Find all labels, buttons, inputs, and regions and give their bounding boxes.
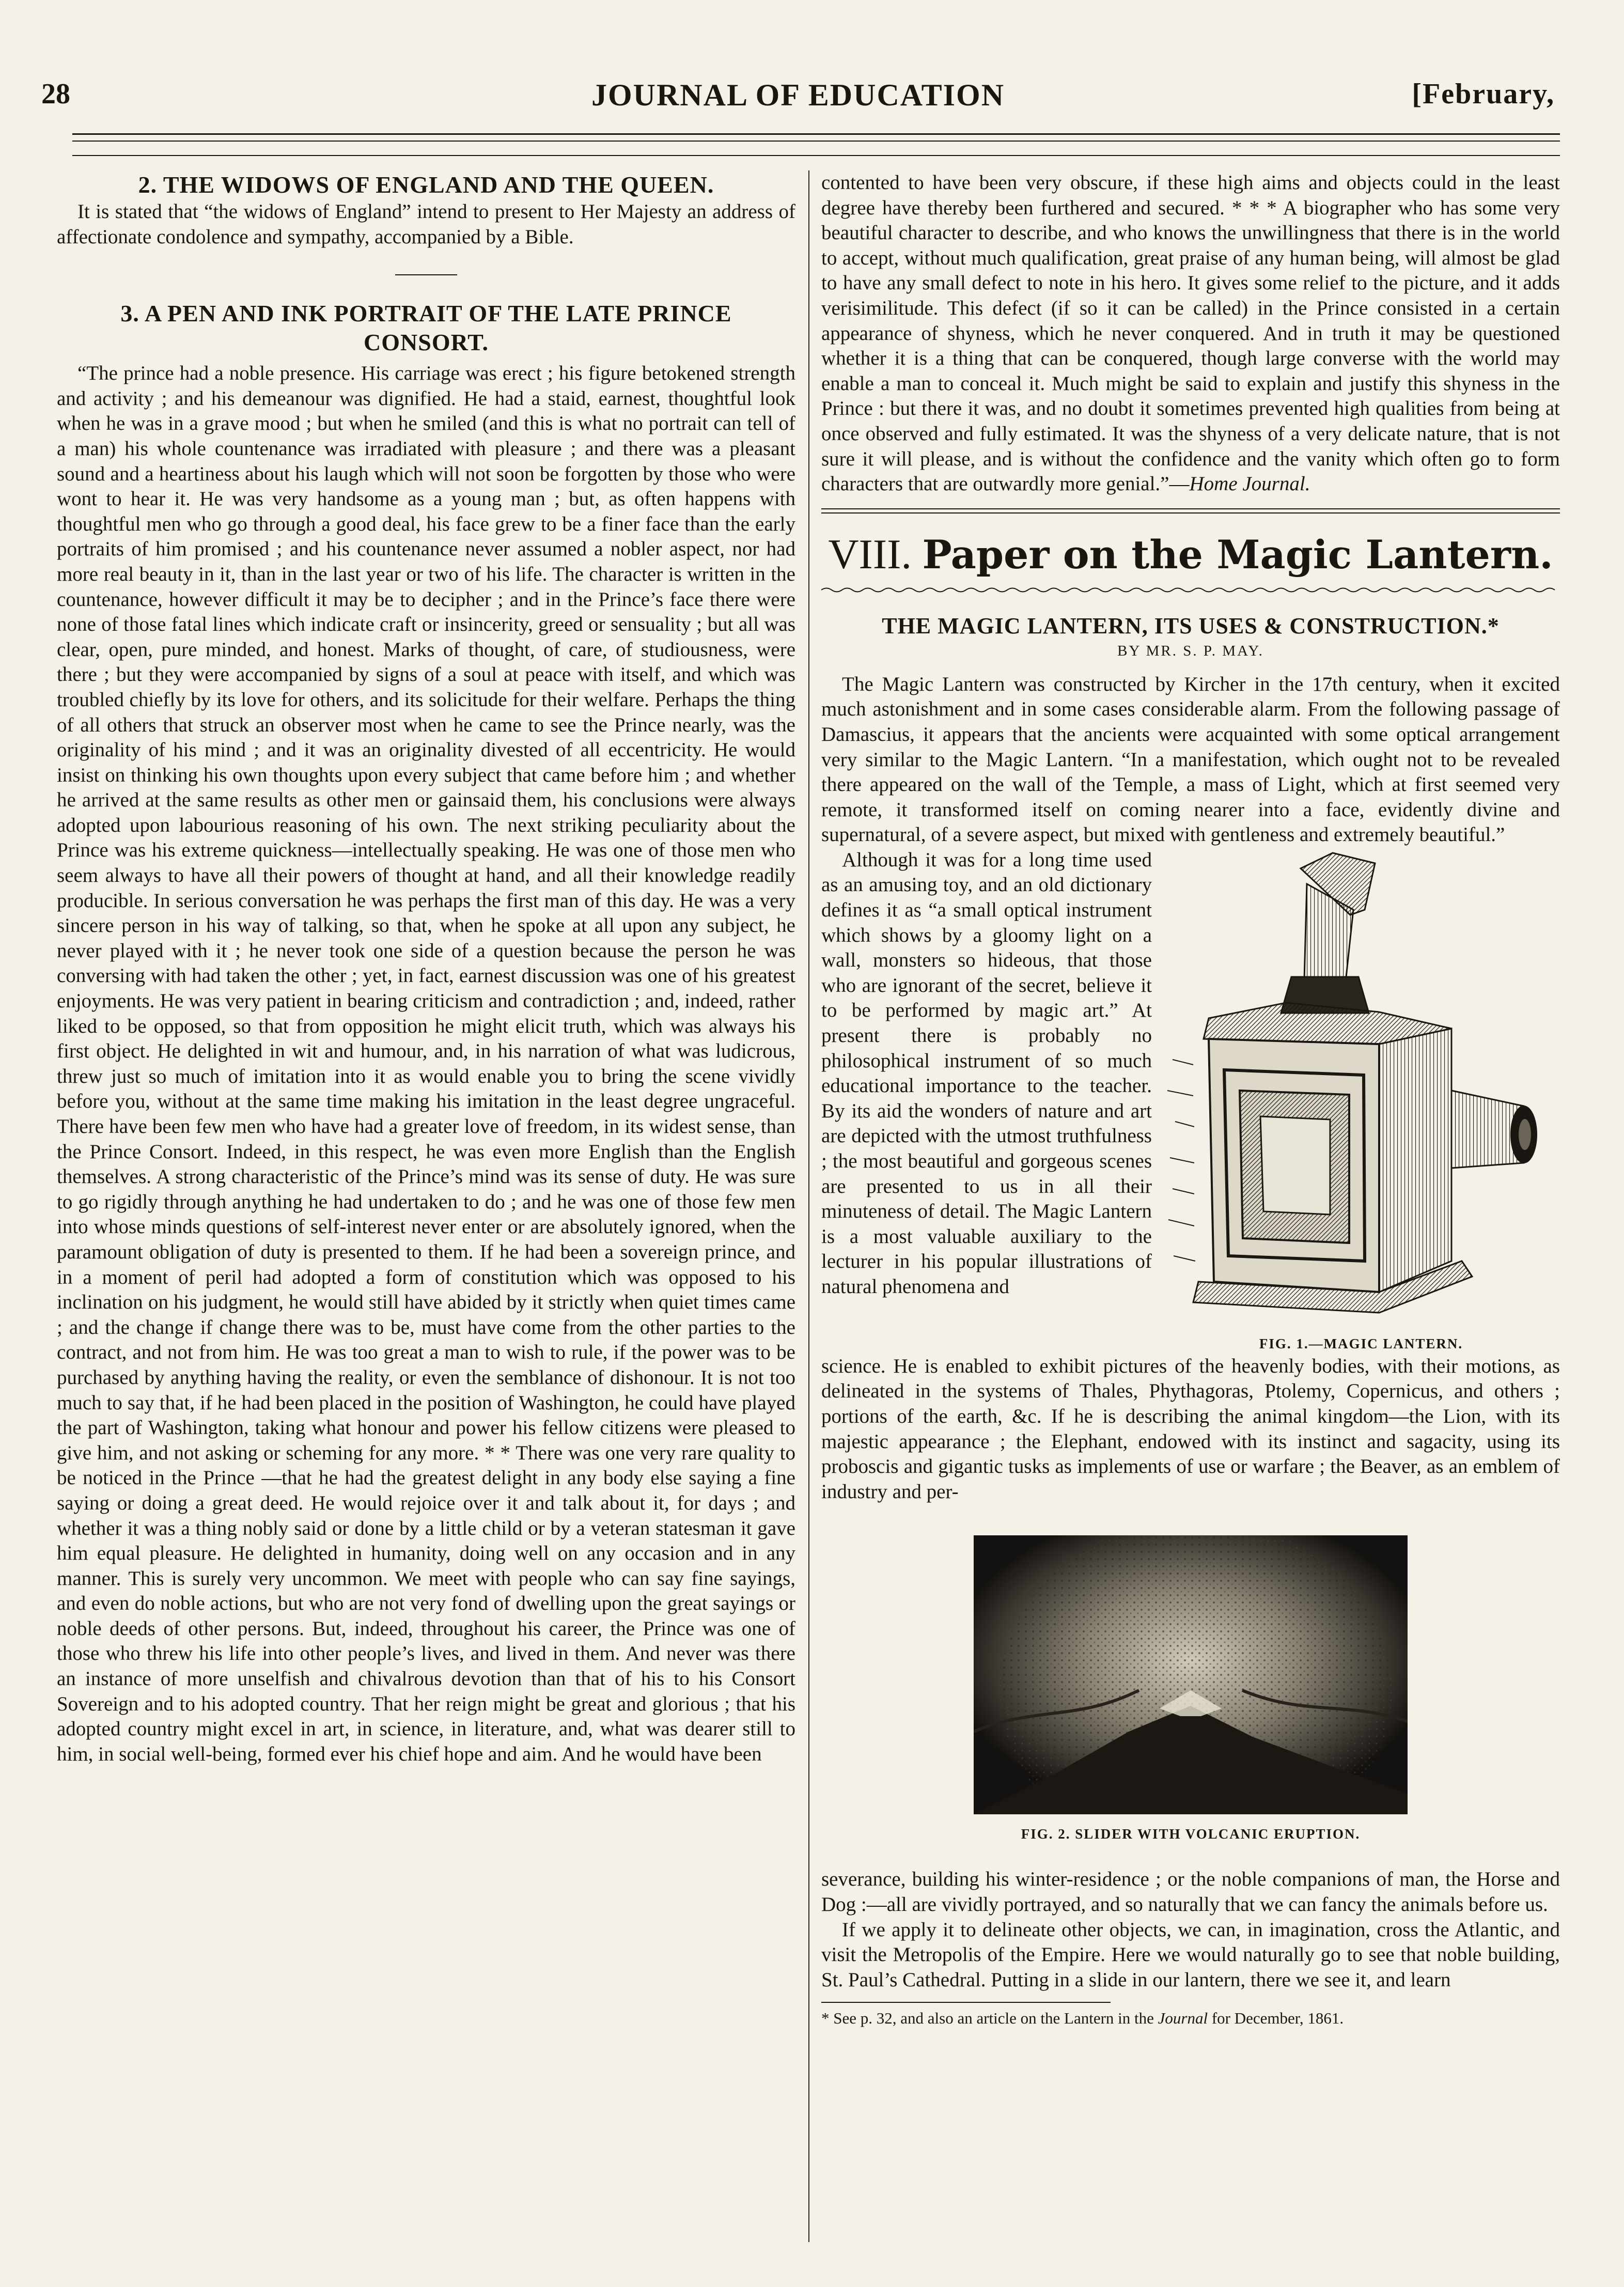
section-rule xyxy=(821,508,1560,514)
header-rule-top xyxy=(72,133,1560,135)
section-8-heading xyxy=(821,526,1560,583)
figure-1-block xyxy=(821,848,1560,1352)
footnote xyxy=(821,2008,1560,2029)
after-figure-1-text: science. He is enabled to exhibit pictures of the heavenly bodies, with their motions, as delineated in the systems of Thales, Phythagoras, Ptolemy, Copernicus, and others ; portions of the earth, &c. If he is describing the animal kingdom—the Lion, with its majestic appearance ; the Elephant, endowed with its instinct and sagacity, using its proboscis and gigantic tusks as implements of use or warfare ; the Beaver, as an emblem of industry and per- xyxy=(821,1355,1560,1503)
column-divider xyxy=(808,170,809,2242)
continued-text: contented to have been very obscure, if these high aims and objects could in the least degree have thereby been furthered and secured. * * * A biographer who has some very beautiful character to describe, and who knows the unwillingness that there is in the world to accept, without much qualification, great praise of any human being, will almost be glad to have any small defect to note in his hero. It gives some relief to the picture, and it adds verisimilitude. This defect (if so it can be called) in the Prince consisted in a certain appearance of shyness, which he never conquered. And in truth it may be questioned whether it is a thing that can be conquered, though large converse with the world may enable a man to conceal it. Much might be said to explain and justify this shyness in the Prince : but there it was, and no doubt it sometimes prevented high qualities from being at once observed and fully estimated. It was the shyness of a very delicate nature, that is not sure it will please, and is without the confidence and the vanity which often go to form characters that are outwardly more genial.”— xyxy=(821,172,1560,495)
source-citation: Home Journal. xyxy=(1189,473,1310,495)
page-number: 28 xyxy=(41,78,70,110)
issue-month: [February, xyxy=(1412,78,1555,110)
figure-1-side-text-block xyxy=(821,848,1152,1352)
intro-paragraph: The Magic Lantern was constructed by Kircher in the 17th century, when it excited much astonishment and in some cases considerable alarm. From the following passage of Damascius, it appears that the ancients were acquainted with some optical arrangement very similar to the Magic Lantern. “In a manifestation, which ought not to be revealed there appeared on the wall of the Temple, a mass of Light, which at first seemed very remote, it transformed itself on coming nearer into a face, evidently divine and supernatural, of a severe aspect, but mixed with gentleness and extremely beautiful.” xyxy=(821,673,1560,846)
footnote-text-a: * See p. 32, and also an article on the Lantern in the xyxy=(821,2009,1158,2028)
journal-title: JOURNAL OF EDUCATION xyxy=(591,78,1005,112)
continued-body xyxy=(821,170,1560,497)
figure-1-caption: FIG. 1.—MAGIC LANTERN. xyxy=(1259,1335,1463,1351)
right-column xyxy=(821,170,1560,2029)
section-separator xyxy=(395,274,457,275)
section-2-body: It is stated that “the widows of England” intend to present to Her Majesty an address of affectionate condolence and sympathy, accompanied by a Bible. xyxy=(57,200,795,248)
section-2-title: 2. THE WIDOWS OF ENGLAND AND THE QUEEN. xyxy=(138,172,714,198)
volcanic-eruption-slide xyxy=(974,1535,1408,1814)
figure-2-caption: FIG. 2. SLIDER WITH VOLCANIC ERUPTION. xyxy=(1021,1826,1361,1842)
figure-2 xyxy=(821,1535,1560,1842)
section-8-number: VIII. xyxy=(828,530,912,578)
figure-1-side-text: Although it was for a long time used as an amusing toy, and an old dictionary defines it as “a small optical instrument which shows by a gloomy light on a wall, monsters so hideous, that those who are ignorant of the secret, believe it to be performed by magic art.” At present there is probably no philosophical instrument of so much educational importance to the teacher. By its aid the wonders of nature and art are depicted with the utmost truthfulness ; the most beautiful and gorgeous scenes are presented to us in all their minuteness of detail. The Magic Lantern is a most valuable auxiliary to the lecturer in his popular illustrations of natural phenomena and xyxy=(821,848,1152,1298)
header-rule-thin xyxy=(72,155,1560,156)
footnote-rule xyxy=(821,2002,1111,2003)
magic-lantern-illustration xyxy=(1162,848,1560,1328)
wavy-rule xyxy=(821,585,1560,595)
byline: BY MR. S. P. MAY. xyxy=(1117,642,1264,659)
footnote-journal: Journal xyxy=(1158,2009,1208,2028)
running-head xyxy=(41,77,1555,119)
left-column xyxy=(57,170,795,1767)
article-title: THE MAGIC LANTERN, ITS USES & CONSTRUCTION.* xyxy=(882,613,1500,639)
footnote-text-b: for December, 1861. xyxy=(1208,2009,1344,2028)
section-3-body: “The prince had a noble presence. His carriage was erect ; his figure betokened strength and activity ; and his demeanour was dignified. He had a staid, earnest, thoughtful look when he was in a grave mood ; but when he smiled (and this is what no portrait can tell of a man) his whole countenance was irradiated with pleasure ; and there was a pleasant sound and a heartiness about his laugh which will not soon be forgotten by those who were wont to hear it. He was very handsome as a young man ; but, as often happens with thoughtful men who go through a good deal, his face grew to be a finer face than the early portraits of him promised ; and his countenance never assumed a nobler aspect, nor had more real beauty in it, than in the last year or two of his life. The character is written in the countenance, however difficult it may be to decipher ; and in the Prince’s face there were none of those fatal lines which indicate craft or insincerity, greed or sensuality ; but all was clear, open, pure minded, and honest. Marks of thought, of care, of studiousness, were there ; but they were accompanied by signs of a soul at peace with itself, and which was troubled chiefly by its love for others, and its solicitude for their welfare. Perhaps the thing of all others that struck an observer most when he came to see the Prince nearly, was the originality of his mind ; and it was an originality divested of all eccentricity. He would insist on thinking his own thoughts upon every subject that came before him ; and whether he arrived at the same results as other men or gainsaid them, his conclusions were always adopted upon labourious reasoning of his own. The next striking peculiarity about the Prince was his extreme quickness—intellectually speaking. He was one of those men who seem always to have all their powers of thought at hand, and all their knowledge readily producible. In serious conversation he was perhaps the first man of this day. He was a very sincere person in his way of talking, so that, when he spoke at all upon any subject, he never played with it ; he never took one side of a question because the person he was conversing with had taken the other ; yet, in fact, earnest discussion was one of his greatest enjoyments. He was very patient in bearing criticism and contradiction ; and, indeed, rather liked to be opposed, so that from opposition he might elicit truth, which was always his first object. He delighted in wit and humour, and, in his narration of what was ludicrous, threw just so much of imitation into it as would enable you to bring the scene vividly before you, without at the same time making his imitation in the least degree ungraceful. There have been few men who have had a greater love of freedom, in its widest sense, than the Prince Consort. Indeed, in this respect, he was even more English than the English themselves. A strong characteristic of the Prince’s mind was its sense of duty. He was sure to go rigidly through anything he had undertaken to do ; and he was one of those few men into whose minds questions of self-interest never enter or are absolutely ignored, when the paramount obligation of duty is presented to them. If he had been a sovereign prince, and in a moment of peril had adopted a form of constitution which was opposed to his inclination on his judgment, he would still have abided by it strictly when quiet times came ; and the change if change there was to be, must have come from the other parties to the contract, and not from him. He was too great a man to wish to rule, if the power was to be purchased by anything having the reality, or even the semblance of dishonour. It is not too much to say that, if he had been placed in the position of Washington, he could have played the part of Washington, taking what honour and power his fellow citizens were pleased to give him, and not asking or scheming for any more. * * There was one very rare quality to be noticed in the Prince —that he had the greatest delight in any body else saying a fine saying or doing a great deed. He would rejoice over it and talk about it, for days ; and whether it was a thing nobly said or done by a little child or by a veteran statesman it gave him equal pleasure. He delighted in humanity, doing well on any occasion and in any manner. This is surely very uncommon. We meet with people who can say fine sayings, and even do noble actions, but who are not very fond of dwelling upon the great sayings or noble deeds of other persons. But, indeed, throughout his career, the Prince was one of those who threw his life into other people’s lives, and lived in them. And never was there an instance of more unselfish and chivalrous devotion than that of his to his Consort Sovereign and to his adopted country. That her reign might be great and glorious ; that his adopted country might excel in art, in science, in literature, and, what was dearer still to him, in social well-being, formed ever his chief hope and aim. And he would have been xyxy=(57,362,795,1765)
after-figure-2-paragraph-2: If we apply it to delineate other objects, we can, in imagination, cross the Atlantic, and visit the Metropolis of the Empire. Here we would naturally go to see that noble building, St. Paul’s Cathedral. Putting in a slide in our lantern, there we see it, and learn xyxy=(821,1918,1560,1991)
after-figure-2-paragraph-1: severance, building his winter-residence ; or the noble companions of man, the Horse and Dog :—all are vividly portrayed, and so naturally that we can fancy the animals before us. xyxy=(821,1868,1560,1916)
figure-1 xyxy=(1162,848,1560,1352)
section-8-title: Paper on the Magic Lantern. xyxy=(922,531,1553,578)
header-rule-bottom xyxy=(72,141,1560,142)
section-3-title: 3. A PEN AND INK PORTRAIT OF THE LATE PRINCE CONSORT. xyxy=(120,300,732,356)
